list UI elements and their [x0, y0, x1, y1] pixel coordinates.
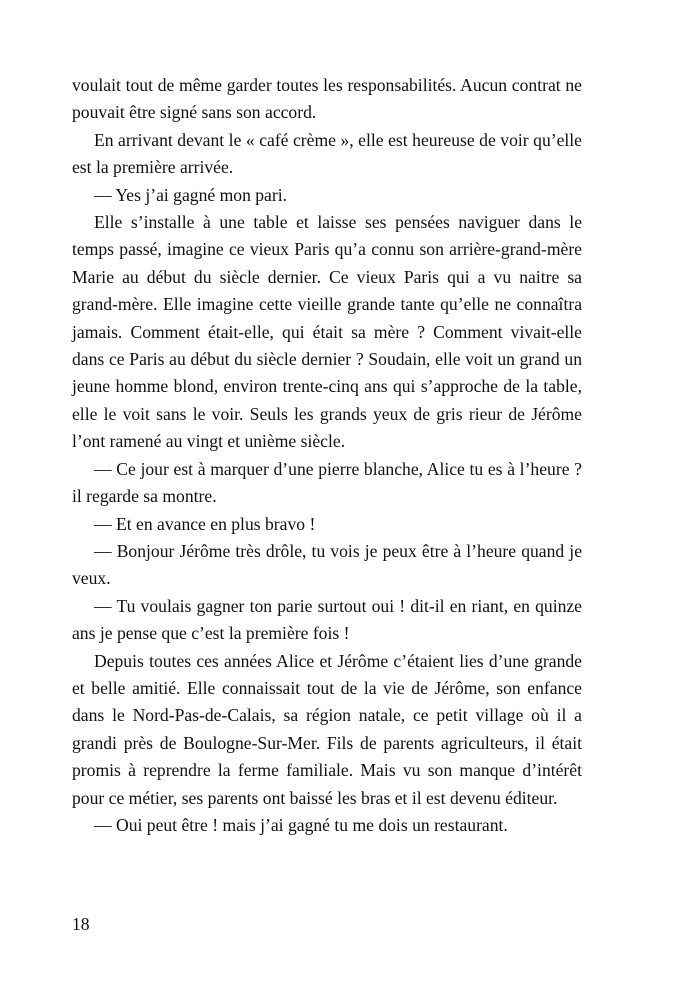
dialogue-line: — Bonjour Jérôme très drôle, tu vois je peux être à l’heure quand je veux.: [72, 540, 582, 589]
dialogue-line: — Ce jour est à marquer d’une pierre blanche, Alice tu es à l’heure ? il regarde sa montre.: [72, 458, 582, 507]
dialogue-line: — Yes j’ai gagné mon pari.: [94, 184, 288, 205]
page-number: 18: [72, 914, 90, 934]
paragraph-reverie: Elle s’installe à une table et laisse ses pensées naviguer dans le temps passé, imagine ce vieux Paris qu’a connu son arrière-grand-mère Marie au début du siècle dernier. Ce vieux Paris qui a vu naitre sa grand-mère. Elle imagine cette vieille grande tante qu’elle ne connaîtra jamais. Comment était-elle, qui était sa mère ? Comment vivait-elle dans ce Paris au début du siècle dernier ? Soudain, elle voit un grand un jeune homme blond, environ trente-cinq ans qui s’approche de la table, elle le voit sans le voir. Seuls les grands yeux de gris rieur de Jérôme l’ont ramené au vingt et unième siècle.: [72, 212, 582, 452]
paragraph-cafe-creme: En arrivant devant le « café crème », elle est heureuse de voir qu’elle est la première arrivée.: [72, 129, 582, 178]
paragraph-friendship: Depuis toutes ces années Alice et Jérôme c’étaient lies d’une grande et belle amitié. Elle connaissait tout de la vie de Jérôme, son enfance dans le Nord-Pas-de-Calais, sa région natale, ce petit village où il a grandi près de Boulogne-Sur-Mer. Fils de parents agriculteurs, il était promis à reprendre la ferme familiale. Mais vu son manque d’intérêt pour ce métier, ses parents ont baissé les bras et il est devenu éditeur.: [72, 650, 582, 808]
paragraph-continuation: voulait tout de même garder toutes les responsabilités. Aucun contrat ne pouvait être signé sans son accord.: [72, 75, 582, 123]
body-text: [72, 72, 582, 839]
dialogue-line: — Et en avance en plus bravo !: [94, 513, 316, 534]
dialogue-line: — Tu voulais gagner ton parie surtout oui ! dit-il en riant, en quinze ans je pense que c’est la première fois !: [72, 595, 582, 644]
dialogue-line: — Oui peut être ! mais j’ai gagné tu me dois un restaurant.: [94, 814, 508, 835]
